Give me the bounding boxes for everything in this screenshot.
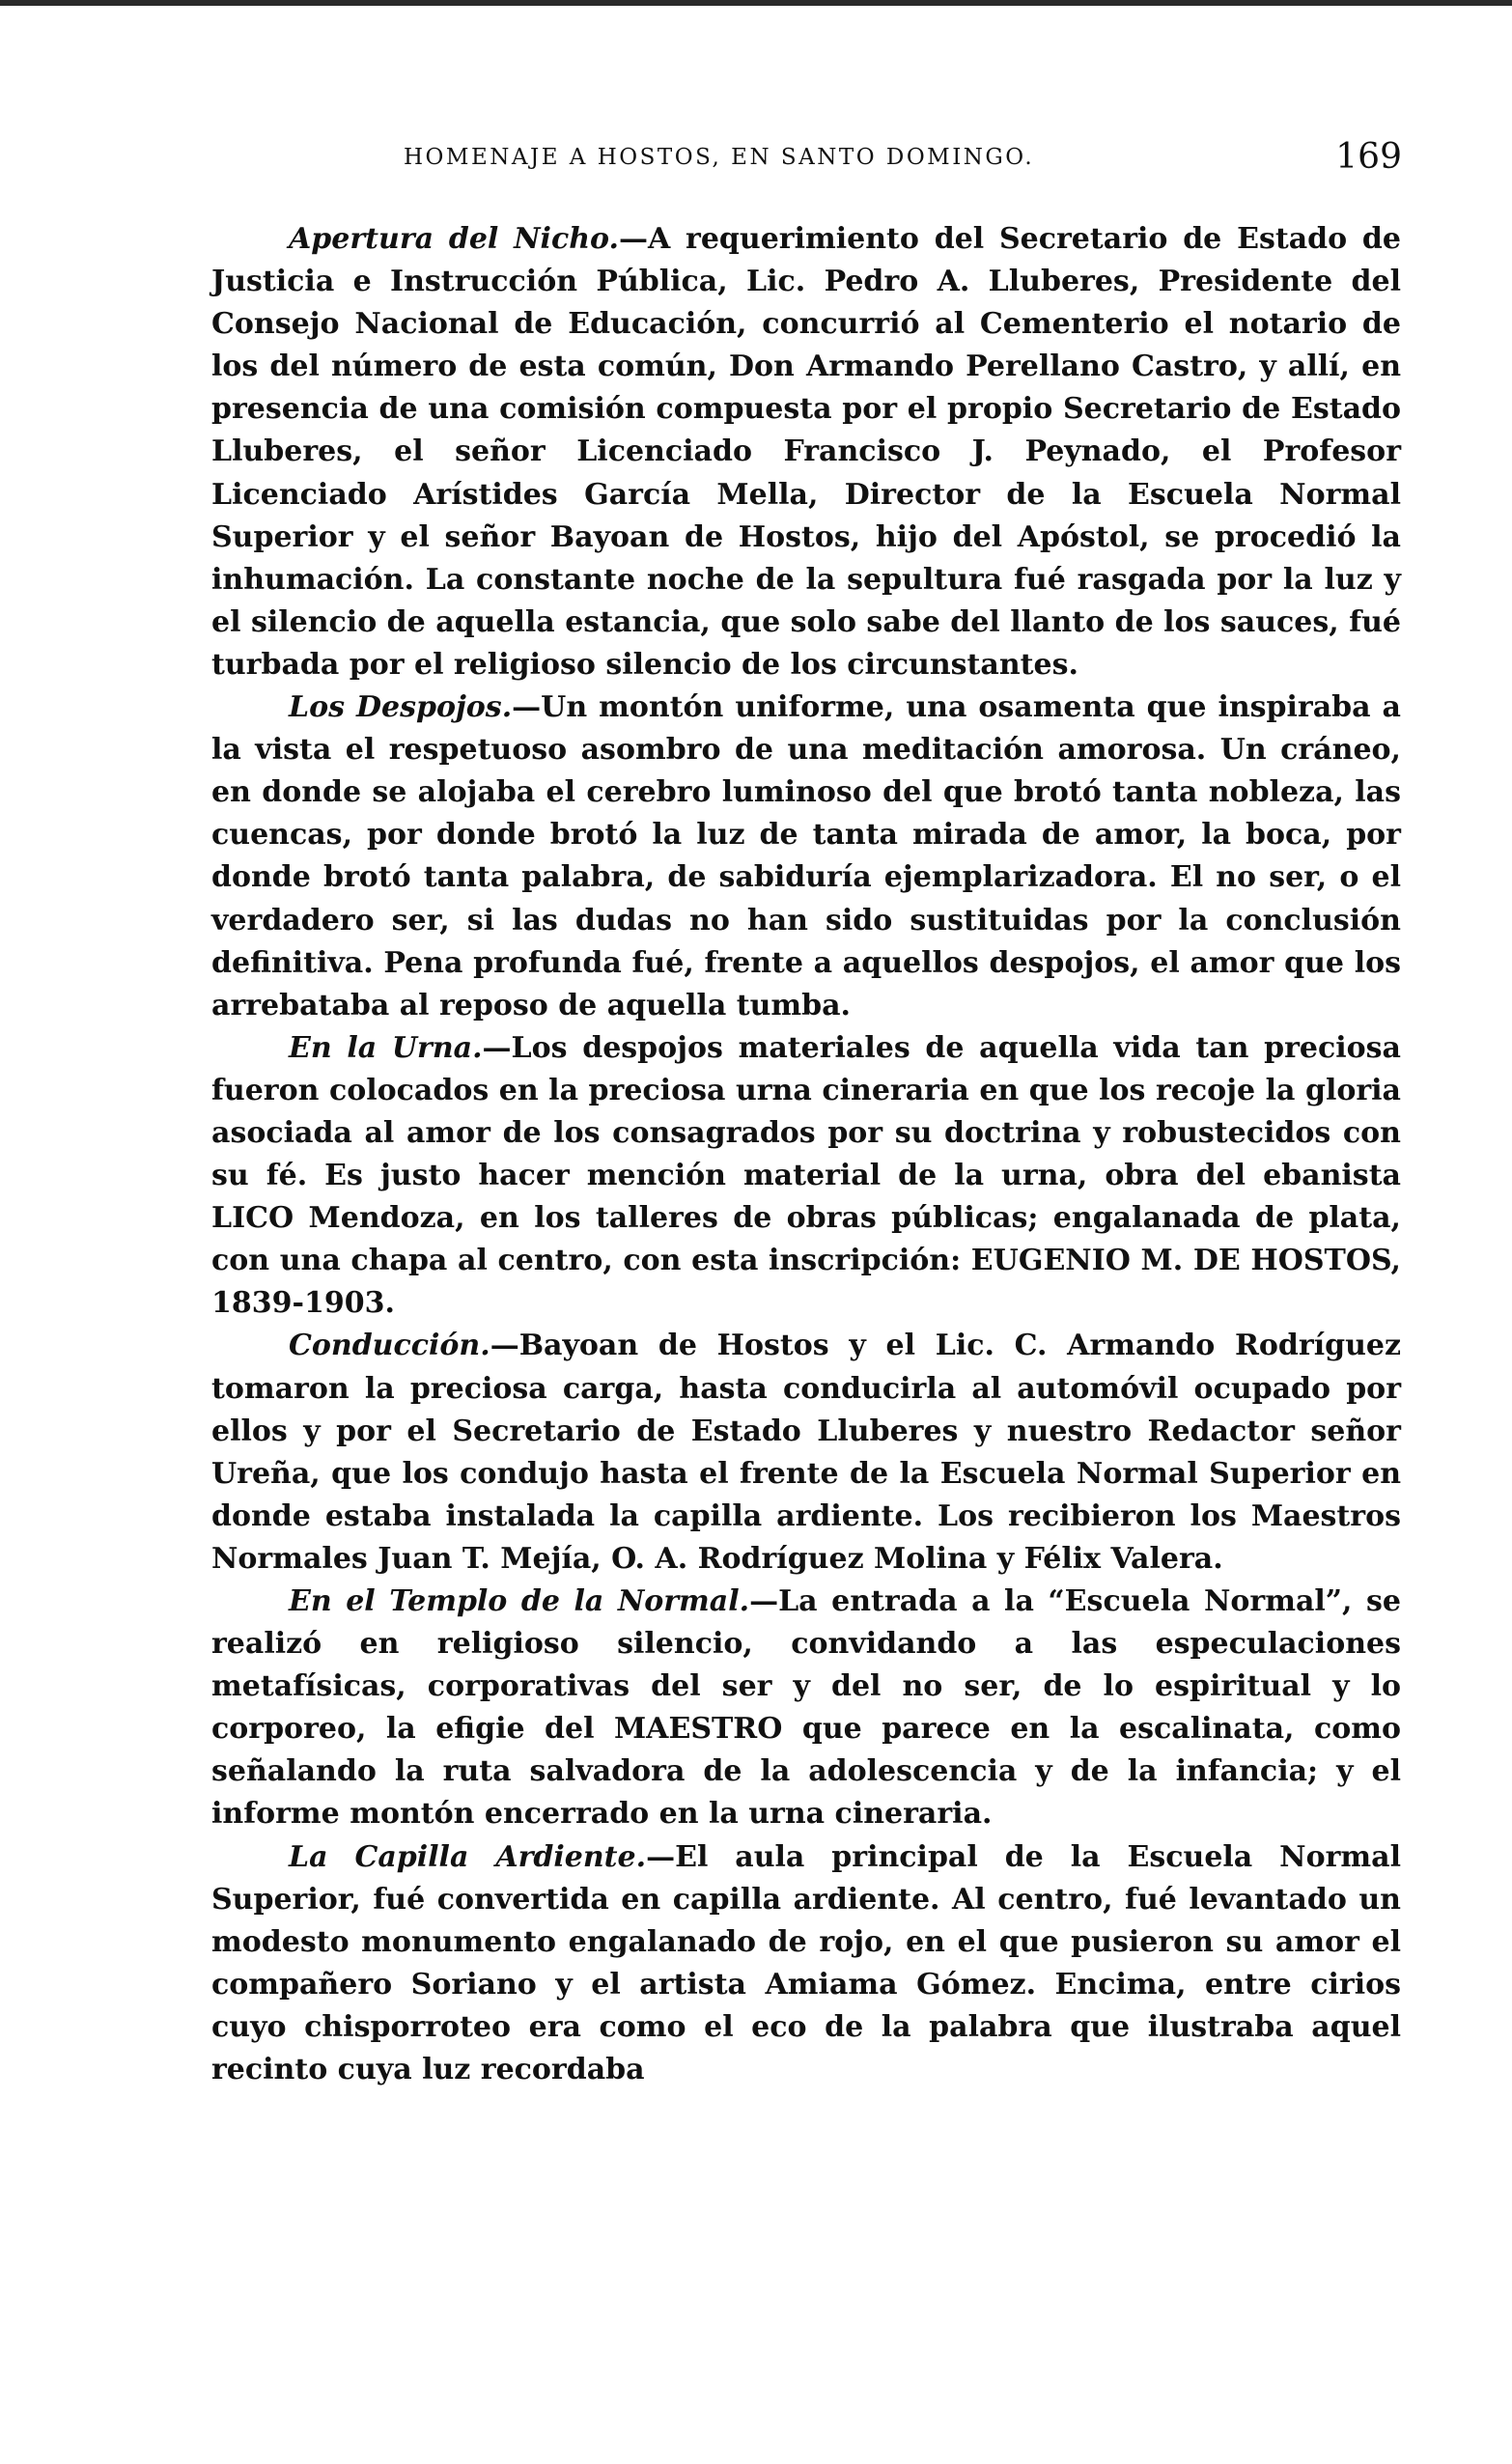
running-head [290, 137, 1410, 180]
section-heading: En el Templo de la Normal. [289, 1584, 750, 1618]
paragraph-text: —La entrada a la “Escuela Normal”, se realizó en religioso silencio, convidando a las especulaciones metafísicas, corporativas del ser y del no ser, de lo espiritual y lo corporeo, la efigie del MAESTRO que parece en la escalinata, como señalando la ruta salvadora de la adolescencia y de la infancia; y el informe montón encerrado en la urna cineraria. [211, 1584, 1401, 1832]
paragraph-en-la-urna [211, 1027, 1401, 1326]
paragraph-la-capilla-ardiente [211, 1836, 1401, 2092]
section-heading: Los Despojos. [289, 690, 513, 725]
section-heading: La Capilla Ardiente. [289, 1839, 647, 1874]
paragraph-text: —Bayoan de Hostos y el Lic. C. Armando Rodríguez tomaron la preciosa carga, hasta conducirla al automóvil ocupado por ellos y por el Secretario de Estado Lluberes y nuestro Redactor señor Ureña, que los condujo hasta el frente de la Escuela Normal Superior en donde estaba instalada la capilla ardiente. Los recibieron los Maestros Normales Juan T. Mejía, O. A. Rodríguez Molina y Félix Valera. [211, 1329, 1401, 1576]
paragraph-text: —El aula principal de la Escuela Normal Superior, fué convertida en capilla ardiente. Al centro, fué levantado un modesto monumento engalanado de rojo, en el que pusieron su amor el compañero Soriano y el artista Amiama Gómez. Encima, entre cirios cuyo chisporroteo era como el eco de la palabra que ilustraba aquel recinto cuya luz recordaba [211, 1839, 1401, 2087]
section-heading: Apertura del Nicho. [289, 222, 619, 256]
body-text [211, 218, 1401, 2091]
top-border-rule [0, 0, 1512, 6]
paragraph-text: —Un montón uniforme, una osamenta que inspiraba a la vista el respetuoso asombro de una meditación amorosa. Un cráneo, en donde se alojaba el cerebro luminoso del que brotó tanta nobleza, las cuencas, por donde brotó la luz de tanta mirada de amor, la boca, por donde brotó tanta palabra, de sabiduría ejemplarizadora. El no ser, o el verdadero ser, si las dudas no han sido sustituidas por la conclusión definitiva. Pena profunda fué, frente a aquellos despojos, el amor que los arrebataba al reposo de aquella tumba. [211, 690, 1401, 1022]
paragraph-conduccion [211, 1325, 1401, 1581]
paragraph-los-despojos [211, 686, 1401, 1027]
paragraph-text: —A requerimiento del Secretario de Estado de Justicia e Instrucción Pública, Lic. Pedro A. Lluberes, Presidente del Consejo Nacional de Educación, concurrió al Cementerio el notario de los del número de esta común, Don Armando Perellano Castro, y allí, en presencia de una comisión compuesta por el propio Secretario de Estado Lluberes, el señor Licenciado Francisco J. Peynado, el Profesor Licenciado Arístides García Mella, Director de la Escuela Normal Superior y el señor Bayoan de Hostos, hijo del Apóstol, se procedió la inhumación. La constante noche de la sepultura fué rasgada por la luz y el silencio de aquella estancia, que solo sabe del llanto de los sauces, fué turbada por el religioso silencio de los circunstantes. [211, 222, 1401, 682]
page-number: 169 [1335, 137, 1402, 177]
paragraph-apertura-del-nicho [211, 218, 1401, 686]
paragraph-text: —Los despojos materiales de aquella vida tan preciosa fueron colocados en la preciosa urna cineraria en que los recoje la gloria asociada al amor de los consagrados por su doctrina y robustecidos con su fé. Es justo hacer mención material de la urna, obra del ebanista LICO Mendoza, en los talleres de obras públicas; engalanada de plata, con una chapa al centro, con esta inscripción: EUGENIO M. DE HOSTOS, 1839-1903. [211, 1030, 1401, 1321]
running-title: HOMENAJE A HOSTOS, EN SANTO DOMINGO. [404, 145, 1035, 170]
section-heading: Conducción. [289, 1329, 490, 1363]
section-heading: En la Urna. [289, 1030, 483, 1065]
paragraph-en-el-templo-de-la-normal [211, 1581, 1401, 1836]
